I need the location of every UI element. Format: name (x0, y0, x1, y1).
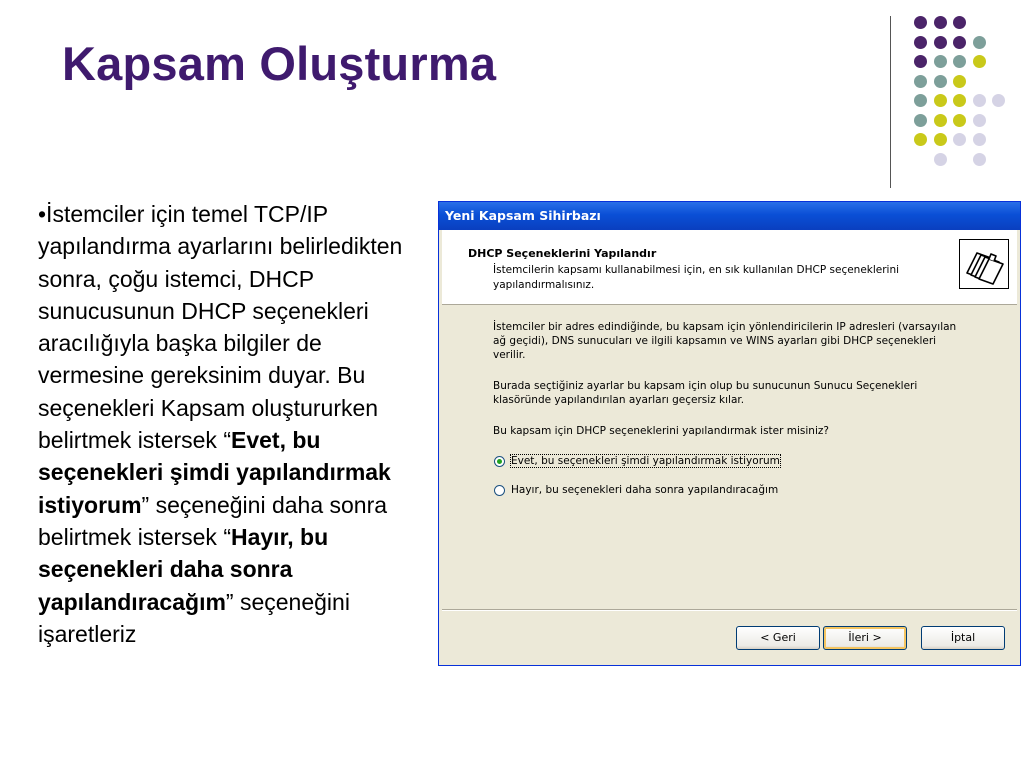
option-yes-row[interactable] (494, 455, 780, 467)
cancel-button[interactable]: İptal (921, 626, 1005, 650)
decorative-dot (992, 94, 1005, 107)
title-divider (890, 16, 891, 188)
decorative-dot (914, 133, 927, 146)
option-no-row[interactable] (494, 484, 778, 496)
decorative-dot (914, 36, 927, 49)
wizard-header-title: DHCP Seçeneklerini Yapılandır (468, 247, 657, 260)
next-button[interactable]: İleri > (823, 626, 907, 650)
option-no-radio[interactable] (494, 485, 505, 496)
bullet-text-part-2: ” seçeneğini daha sonra belirtmek istersek “ (38, 491, 388, 550)
decorative-dot (934, 94, 947, 107)
wizard-header-subtitle: İstemcilerin kapsamı kullanabilmesi için, en sık kullanılan DHCP seçeneklerini yapılandırmalısınız. (493, 264, 900, 291)
decorative-dot (973, 133, 986, 146)
wizard-header (442, 230, 1017, 305)
decorative-dot (914, 16, 927, 29)
configure-question: Bu kapsam için DHCP seçeneklerini yapılandırmak ister misiniz? (493, 425, 829, 437)
decorative-dot (953, 55, 966, 68)
decorative-dot (973, 153, 986, 166)
decorative-dot (953, 75, 966, 88)
decorative-dot (973, 55, 986, 68)
decorative-dot (914, 114, 927, 127)
button-separator (442, 609, 1017, 611)
dialog-title-bar[interactable]: Yeni Kapsam Sihirbazı (439, 202, 1020, 230)
decorative-dot (953, 114, 966, 127)
decorative-dot (973, 94, 986, 107)
option-yes-label[interactable]: Evet, bu seçenekleri şimdi yapılandırmak istiyorum (511, 455, 780, 467)
decorative-dot (914, 94, 927, 107)
bullet-text-part-3: ” seçeneğini işaretleriz (38, 588, 350, 647)
bullet-text-part-1: •İstemciler için temel TCP/IP yapılandırma ayarlarını belirledikten sonra, çoğu istemci, DHCP sunucusunun DHCP seçenekleri aracılığıyla başka bilgiler de vermesine gereksinim duyar. Bu seçenekleri Kapsam oluştururken belirtmek istersek “ (38, 201, 403, 454)
decorative-dot (973, 36, 986, 49)
option-yes-radio[interactable] (494, 456, 505, 467)
bullet-bold-no-option: Hayır, bu seçenekleri daha sonra yapılandıracağım (38, 523, 329, 615)
decorative-dot (973, 114, 986, 127)
decorative-dot (934, 36, 947, 49)
decorative-dot (934, 114, 947, 127)
decorative-dot (934, 55, 947, 68)
bullet-bold-yes-option: Evet, bu seçenekleri şimdi yapılandırmak istiyorum (38, 427, 391, 518)
decorative-dot (953, 36, 966, 49)
back-button[interactable]: < Geri (736, 626, 820, 650)
info-paragraph-options: İstemciler bir adres edindiğinde, bu kapsam için yönlendiricilerin IP adresleri (varsayılan ağ geçidi), DNS sunucuları ve ilgili kapsamın ve WINS ayarları gibi DHCP seçenekleri verilir. (493, 321, 957, 361)
folder-icon (959, 239, 1009, 289)
new-scope-wizard-dialog (438, 201, 1021, 666)
decorative-dot (953, 16, 966, 29)
decorative-dot (934, 153, 947, 166)
decorative-dot (953, 133, 966, 146)
decorative-dot (953, 94, 966, 107)
decorative-dot (934, 133, 947, 146)
decorative-dot (934, 16, 947, 29)
decorative-dot (934, 75, 947, 88)
option-no-label[interactable]: Hayır, bu seçenekleri daha sonra yapılandıracağım (511, 484, 779, 496)
decorative-dot (914, 55, 927, 68)
decorative-dot (914, 75, 927, 88)
info-paragraph-override: Burada seçtiğiniz ayarlar bu kapsam için olup bu sunucunun Sunucu Seçenekleri klasöründe yapılandırılan ayarları geçersiz kılar. (493, 380, 918, 406)
bullet-text (38, 198, 433, 650)
decorative-dot-grid (908, 15, 1018, 165)
slide-title: Kapsam Oluşturma (62, 37, 497, 90)
